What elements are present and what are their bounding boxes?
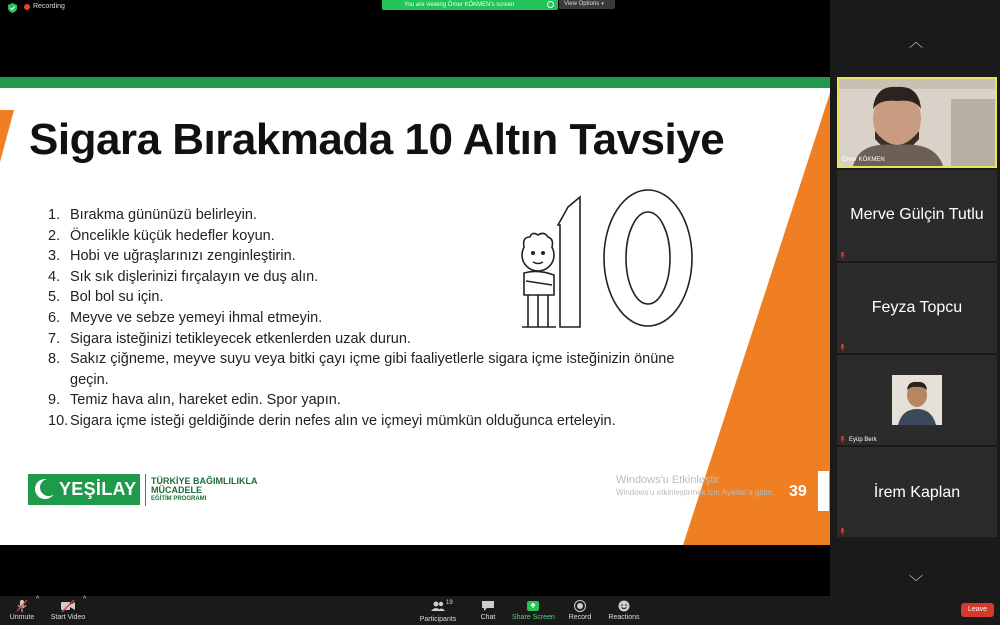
viewing-banner [382, 0, 558, 10]
start-video-label: Start Video [50, 614, 86, 621]
tip-number: 3. [48, 248, 61, 265]
tip-text: Sakız çiğneme, meyve suyu veya bitki çayı içme gibi faaliyetlerle sigara içme isteğinizin önüne geçin. [70, 351, 675, 388]
tip-item [48, 349, 688, 390]
mic-muted-icon [840, 344, 845, 351]
record-button[interactable] [566, 596, 594, 625]
tip-item [48, 411, 688, 432]
tip-text: Bırakma gününüzü belirleyin. [70, 207, 257, 223]
tip-number: 5. [48, 289, 61, 306]
tip-number: 4. [48, 268, 61, 285]
tip-text: Öncelikle küçük hedefler koyun. [70, 227, 275, 244]
logo-line-3: EĞİTİM PROGRAMI [151, 496, 207, 502]
participant-video-feed [839, 79, 995, 166]
logo-line-1: TÜRKİYE BAĞIMLILIKLA [151, 476, 258, 486]
chevron-down-icon: ▾ [601, 1, 604, 7]
shield-icon[interactable] [8, 3, 17, 13]
tip-number: 1. [48, 207, 61, 223]
chat-button[interactable] [476, 596, 500, 625]
reactions-label: Reactions [608, 614, 640, 621]
leave-label: Leave [967, 606, 988, 613]
windows-activation-title: Windows'u Etkinleştir [616, 474, 720, 486]
orange-accent-shape [0, 110, 14, 162]
logo-line-2: MÜCADELE [151, 485, 202, 495]
tip-number: 10. [48, 412, 69, 429]
meeting-toolbar [0, 596, 1000, 625]
mic-muted-icon [840, 252, 845, 259]
record-icon [573, 600, 587, 612]
video-options-chevron-icon[interactable]: ^ [83, 596, 87, 603]
logo-badge [28, 474, 140, 505]
scroll-down-chevron-icon[interactable]: ﹀ [909, 574, 923, 590]
tip-number: 9. [48, 392, 61, 409]
tip-number: 8. [48, 351, 61, 368]
record-label: Record [568, 614, 592, 621]
video-off-icon [61, 600, 75, 612]
participants-button[interactable] [416, 596, 460, 625]
tip-text: Temiz hava alın, hareket edin. Spor yapın. [70, 392, 341, 409]
tip-text: Meyve ve sebze yemeyi ihmal etmeyin. [70, 309, 323, 326]
participant-tile[interactable] [837, 263, 997, 353]
crescent-cutout [40, 479, 57, 496]
share-screen-label: Share Screen [512, 614, 555, 621]
tip-number: 2. [48, 227, 61, 244]
slide-green-bar [0, 77, 830, 88]
participant-tile-video[interactable] [837, 77, 997, 168]
tip-text: Sık sık dişlerinizi fırçalayın ve duş alın. [70, 268, 319, 285]
viewing-status-icon [547, 1, 554, 8]
page-number: 39 [789, 483, 807, 500]
share-screen-icon [526, 600, 540, 612]
recording-label: Recording [33, 3, 65, 10]
participant-name: Ömer KÖKMEN [842, 157, 885, 163]
participant-tile[interactable] [837, 170, 997, 261]
tip-text: Sigara içme isteği geldiğinde derin nefes alın ve içmeyi mümkün olduğunca erteleyin. [70, 412, 616, 429]
mic-muted-icon [840, 528, 845, 535]
avatar [892, 375, 942, 425]
windows-activation-subtitle: Windows'u etkinleştirmek için Ayarlar'a gidin. [616, 488, 775, 497]
viewing-text: You are viewing Ömer KÖKMEN's screen [404, 2, 515, 8]
recording-indicator [24, 3, 65, 10]
tip-number: 6. [48, 309, 61, 326]
reactions-icon [617, 600, 631, 612]
shared-slide [0, 77, 830, 545]
mic-muted-icon [15, 600, 29, 612]
unmute-button[interactable] [6, 596, 38, 625]
mic-muted-icon [840, 436, 845, 443]
participants-icon [431, 600, 445, 612]
yesilay-logo [28, 474, 288, 506]
participant-name: İrem Kaplan [873, 484, 961, 501]
chat-label: Chat [480, 614, 496, 621]
scroll-up-chevron-icon[interactable]: ︿ [909, 34, 923, 50]
slide-title: Sigara Bırakmada 10 Altın Tavsiye [29, 115, 725, 164]
recording-dot-icon [24, 4, 30, 10]
tip-number: 7. [48, 330, 61, 347]
participants-label: Participants [419, 616, 457, 623]
participants-count: 19 [446, 600, 453, 606]
view-options-button[interactable] [559, 0, 615, 9]
view-options-label: View Options [564, 1, 600, 7]
slide-scroll-mark [818, 471, 829, 511]
participant-name: Feyza Topcu [871, 299, 963, 316]
participant-name: Merve Gülçin Tutlu [850, 206, 984, 223]
logo-word: YEŞİLAY [59, 479, 137, 499]
participant-tile[interactable] [837, 355, 997, 445]
leave-button[interactable] [961, 603, 994, 617]
start-video-button[interactable] [50, 596, 86, 625]
logo-divider [145, 474, 146, 506]
number-ten-illustration [508, 185, 698, 337]
unmute-label: Unmute [9, 614, 35, 621]
audio-options-chevron-icon[interactable]: ^ [36, 596, 40, 603]
tip-text: Bol bol su için. [70, 289, 164, 306]
tip-item [48, 390, 688, 411]
reactions-button[interactable] [606, 596, 642, 625]
tip-text: Hobi ve uğraşlarınızı zenginleştirin. [70, 248, 296, 265]
participant-name: Eyüp Berk [849, 437, 877, 443]
tip-text: Sigara isteğinizi tetikleyecek etkenlerden uzak durun. [70, 330, 411, 347]
participant-tile[interactable] [837, 447, 997, 537]
share-screen-button[interactable] [512, 596, 554, 625]
chat-icon [481, 600, 495, 612]
